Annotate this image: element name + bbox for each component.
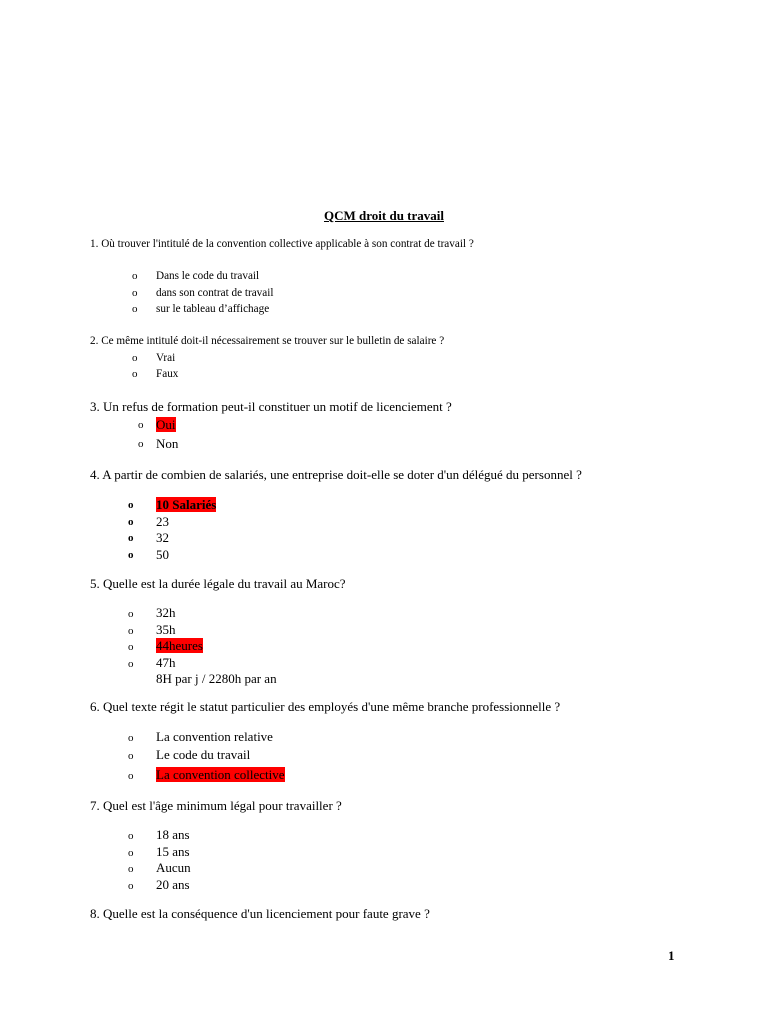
q5-option-1: 32h — [156, 605, 176, 620]
q1-option-3: sur le tableau d’affichage — [156, 303, 270, 315]
question-1: 1. Où trouver l'intitulé de la convention collective applicable à son contrat de travail ? — [90, 238, 474, 250]
q6-option-1: La convention relative — [156, 729, 273, 744]
q7-option-3: Aucun — [156, 860, 191, 875]
question-2: 2. Ce même intitulé doit-il nécessairement se trouver sur le bulletin de salaire ? — [90, 335, 445, 347]
answer-highlight: 10 Salariés — [156, 497, 217, 512]
bullet: o — [128, 863, 134, 875]
q4-option-3: 32 — [156, 530, 169, 545]
q1-option-1: Dans le code du travail — [156, 270, 260, 282]
answer-highlight: Oui — [156, 417, 176, 432]
q1-option-2: dans son contrat de travail — [156, 287, 274, 299]
bullet: o — [128, 641, 134, 653]
bullet: o — [128, 625, 134, 637]
bullet: o — [128, 880, 134, 892]
bullet: o — [128, 516, 134, 528]
page-number: 1 — [668, 948, 675, 963]
q4-option-2: 23 — [156, 514, 169, 529]
answer-highlight: 44heures — [156, 638, 203, 653]
question-8: 8. Quelle est la conséquence d'un licenciement pour faute grave ? — [90, 906, 430, 921]
q3-option-1 — [156, 417, 176, 433]
q5-option-2: 35h — [156, 622, 176, 637]
bullet: o — [138, 419, 144, 431]
q7-option-4: 20 ans — [156, 877, 190, 892]
bullet: o — [132, 303, 138, 315]
bullet: o — [128, 549, 134, 561]
q2-option-2: Faux — [156, 368, 179, 380]
bullet: o — [128, 532, 134, 544]
bullet: o — [128, 499, 134, 511]
question-5: 5. Quelle est la durée légale du travail au Maroc? — [90, 576, 346, 591]
q3-option-2: Non — [156, 436, 179, 451]
document-title: QCM droit du travail — [323, 208, 444, 223]
bullet: o — [128, 830, 134, 842]
question-7: 7. Quel est l'âge minimum légal pour travailler ? — [90, 798, 342, 813]
bullet: o — [138, 438, 144, 450]
bullet: o — [132, 352, 138, 364]
question-4: 4. A partir de combien de salariés, une entreprise doit-elle se doter d'un délégué du personnel ? — [90, 467, 582, 482]
bullet: o — [128, 732, 134, 744]
q7-option-2: 15 ans — [156, 844, 190, 859]
answer-highlight: La convention collective — [156, 767, 285, 782]
bullet: o — [128, 608, 134, 620]
bullet: o — [128, 658, 134, 670]
bullet: o — [128, 847, 134, 859]
bullet: o — [132, 287, 138, 299]
q2-option-1: Vrai — [156, 352, 176, 364]
bullet: o — [128, 750, 134, 762]
q7-option-1: 18 ans — [156, 827, 190, 842]
q4-option-4: 50 — [156, 547, 169, 562]
q5-note: 8H par j / 2280h par an — [156, 671, 277, 686]
bullet: o — [128, 770, 134, 782]
q5-option-4: 47h — [156, 655, 176, 670]
q6-option-3 — [156, 767, 285, 783]
question-6: 6. Quel texte régit le statut particulier des employés d'une même branche professionnelle ? — [90, 699, 561, 714]
q4-option-1 — [156, 497, 216, 513]
bullet: o — [132, 368, 138, 380]
q6-option-2: Le code du travail — [156, 747, 251, 762]
q5-option-3 — [156, 638, 203, 654]
bullet: o — [132, 270, 138, 282]
question-3: 3. Un refus de formation peut-il constituer un motif de licenciement ? — [90, 399, 452, 414]
